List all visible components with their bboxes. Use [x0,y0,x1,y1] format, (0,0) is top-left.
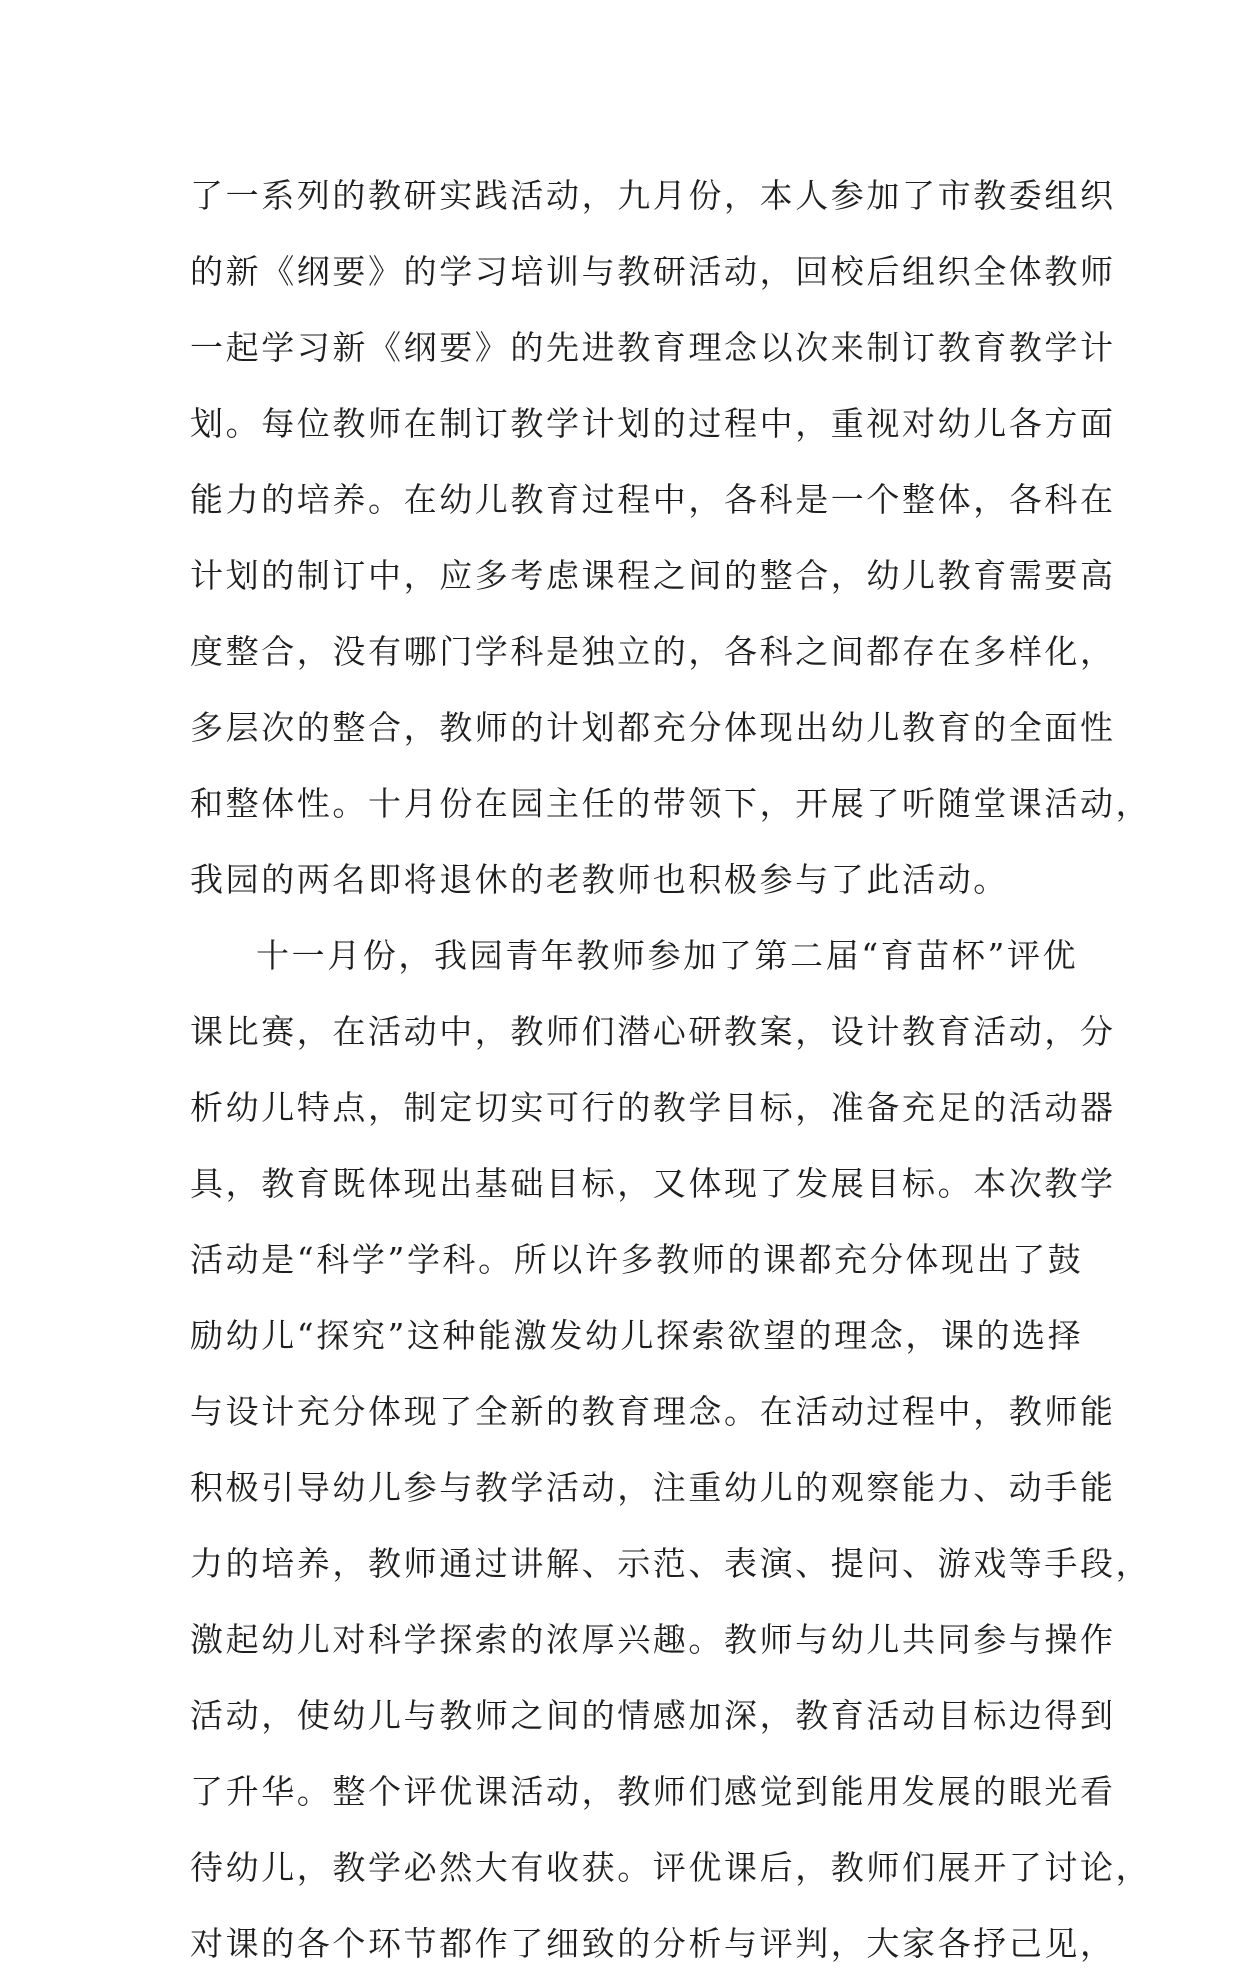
text-line: 活动，使幼儿与教师之间的情感加深，教育活动目标边得到 [190,1696,1116,1735]
text-line: 析幼儿特点，制定切实可行的教学目标，准备充足的活动器 [190,1088,1116,1127]
text-line: 多层次的整合，教师的计划都充分体现出幼儿教育的全面性 [190,708,1116,747]
text-line: 我园的两名即将退休的老教师也积极参与了此活动。 [190,860,1009,899]
text-line: 课比赛，在活动中，教师们潜心研教案，设计教育活动，分 [190,1012,1116,1051]
text-line: 度整合，没有哪门学科是独立的，各科之间都存在多样化， [190,632,1116,671]
text-line: 与设计充分体现了全新的教育理念。在活动过程中，教师能 [190,1392,1116,1431]
text-line: 划。每位教师在制订教学计划的过程中，重视对幼儿各方面 [190,404,1116,443]
text-line: 了一系列的教研实践活动，九月份，本人参加了市教委组织 [190,176,1116,215]
text-line: 能力的培养。在幼儿教育过程中，各科是一个整体，各科在 [190,480,1116,519]
text-line: 激起幼儿对科学探索的浓厚兴趣。教师与幼儿共同参与操作 [190,1620,1116,1659]
text-line: 对课的各个环节都作了细致的分析与评判，大家各抒己见， [190,1924,1116,1963]
text-line: 力的培养，教师通过讲解、示范、表演、提问、游戏等手段， [190,1544,1152,1583]
text-line: 活动是“科学”学科。所以许多教师的课都充分体现出了鼓 [190,1240,1084,1279]
text-line: 和整体性。十月份在园主任的带领下，开展了听随堂课活动， [190,784,1152,823]
text-line: 励幼儿“探究”这种能激发幼儿探索欲望的理念，课的选择 [190,1316,1084,1355]
text-line: 待幼儿，教学必然大有收获。评优课后，教师们展开了讨论， [190,1848,1152,1887]
text-line: 具，教育既体现出基础目标，又体现了发展目标。本次教学 [190,1164,1116,1203]
text-line: 计划的制订中，应多考虑课程之间的整合，幼儿教育需要高 [190,556,1116,595]
text-line: 了升华。整个评优课活动，教师们感觉到能用发展的眼光看 [190,1772,1116,1811]
body-text [190,158,1152,1982]
text-line: 一起学习新《纲要》的先进教育理念以次来制订教育教学计 [190,328,1116,367]
text-line: 的新《纲要》的学习培训与教研活动，回校后组织全体教师 [190,252,1116,291]
paragraph-start-line: 十一月份，我园青年教师参加了第二届“育苗杯”评优 [256,936,1079,975]
text-line: 积极引导幼儿参与教学活动，注重幼儿的观察能力、动手能 [190,1468,1116,1507]
